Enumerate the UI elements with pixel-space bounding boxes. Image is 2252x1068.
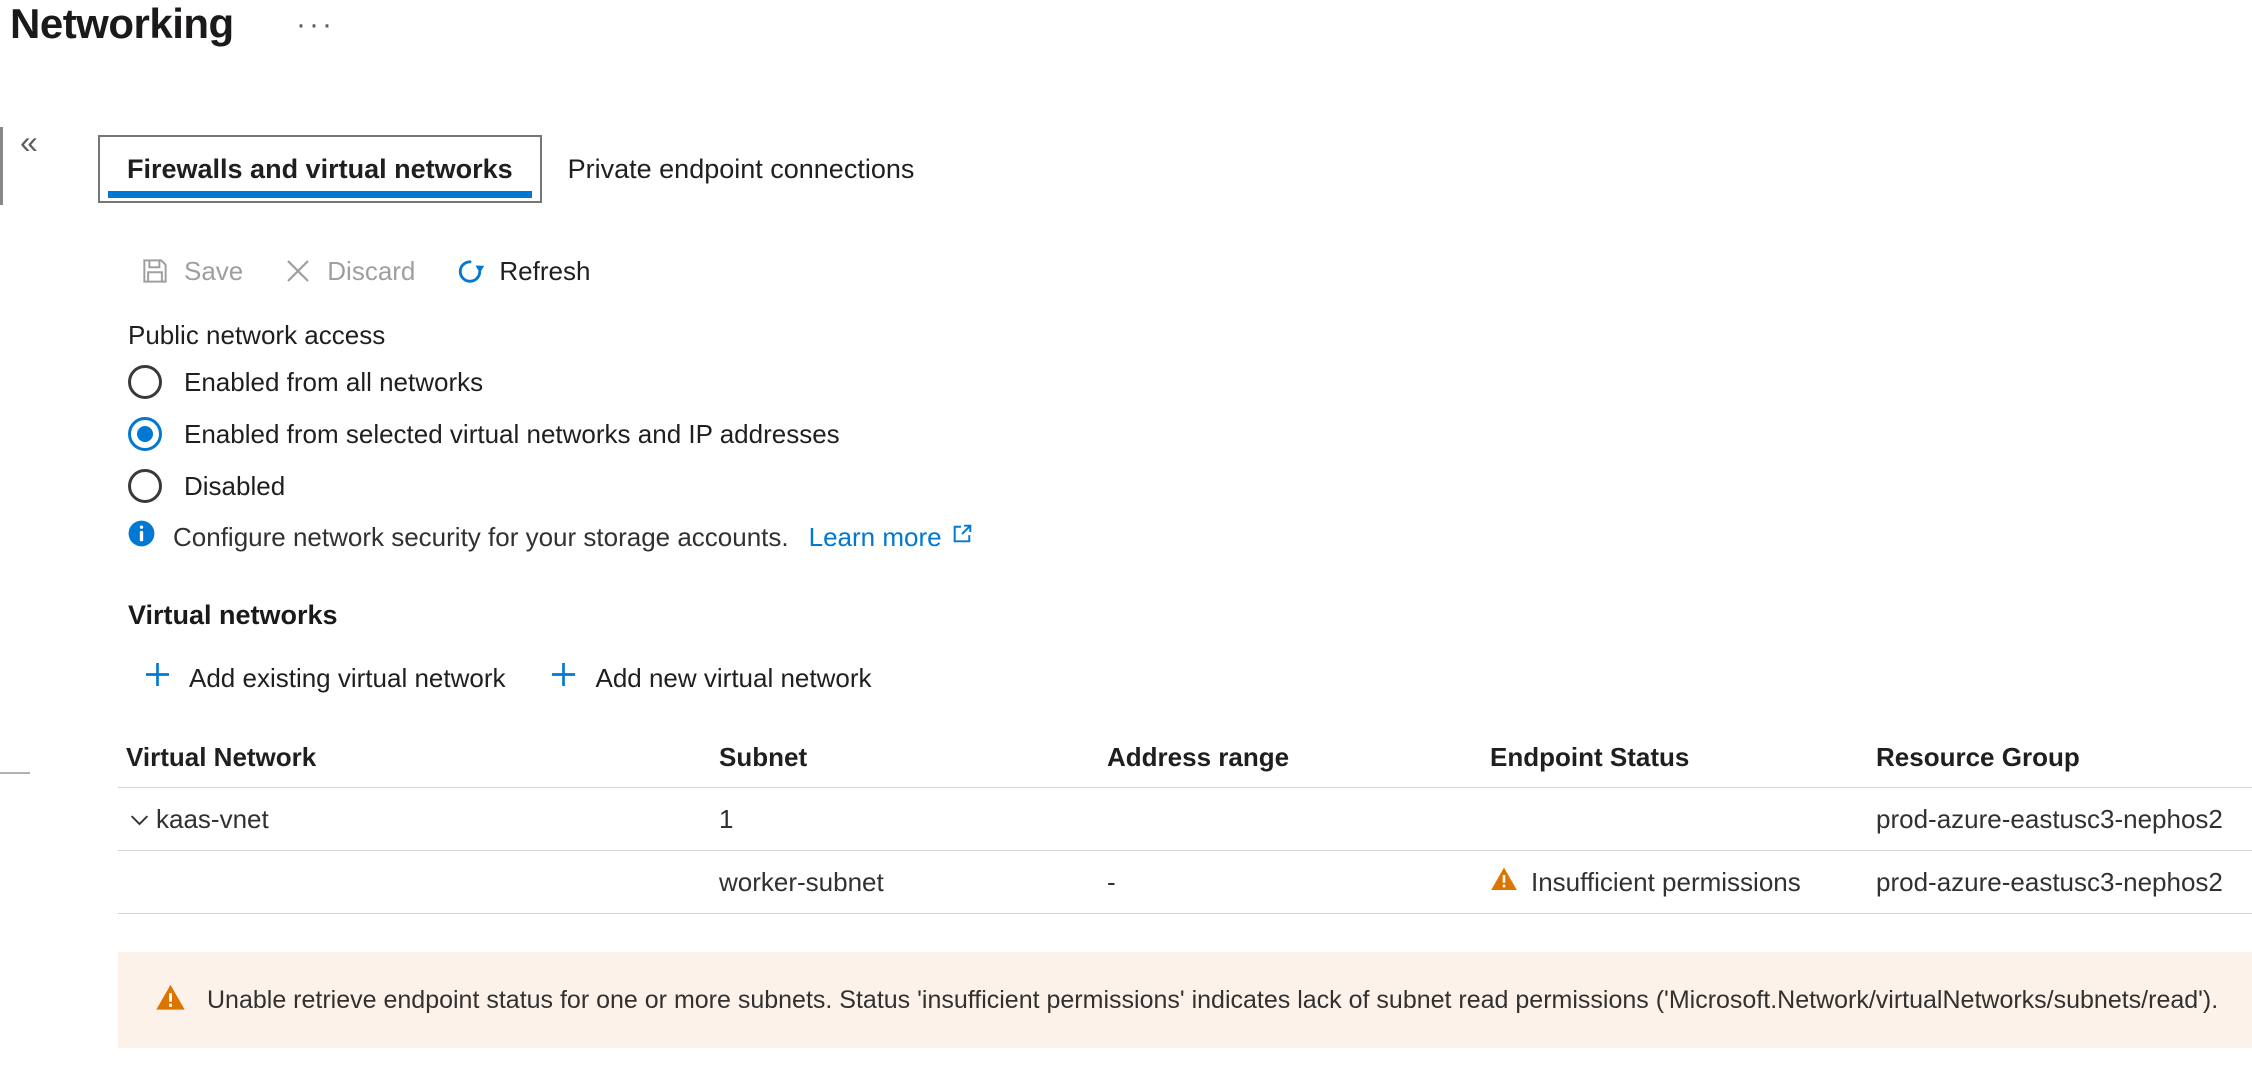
add-new-virtual-network-button[interactable]: Add new virtual network: [549, 660, 871, 696]
warning-banner-text: Unable retrieve endpoint status for one or more subnets. Status 'insufficient permissions' indicates lack of subnet read permissions ('Microsoft.Network/virtualNetworks/subnets/read').: [207, 985, 2219, 1014]
address-range: -: [1107, 866, 1116, 897]
endpoint-status: Insufficient permissions: [1490, 865, 1876, 900]
save-icon: [140, 256, 170, 286]
radio-circle[interactable]: [128, 365, 162, 399]
table-header-row: [118, 727, 2252, 788]
radio-circle-selected[interactable]: [128, 417, 162, 451]
info-text: Configure network security for your storage accounts.: [173, 521, 789, 552]
virtual-networks-table: [118, 727, 2252, 914]
save-button[interactable]: [140, 256, 243, 287]
table-row-worker-subnet[interactable]: [118, 851, 2252, 914]
command-bar: [140, 248, 590, 294]
discard-button[interactable]: [283, 256, 415, 287]
column-header-resource-group: Resource Group: [1876, 741, 2080, 772]
page-title: Networking: [10, 0, 234, 47]
info-icon: [126, 518, 157, 556]
warning-icon: [155, 982, 186, 1018]
warning-banner: [118, 952, 2252, 1048]
chevron-down-icon[interactable]: [126, 806, 153, 833]
subnet-count: 1: [719, 803, 734, 834]
radio-circle[interactable]: [128, 469, 162, 503]
save-label: Save: [184, 255, 244, 286]
column-header-address-range: Address range: [1107, 741, 1290, 772]
learn-more-link[interactable]: Learn more: [809, 521, 975, 553]
more-options-button[interactable]: ···: [296, 8, 335, 41]
radio-enabled-selected-networks[interactable]: Enabled from selected virtual networks and IP addresses: [128, 408, 840, 460]
warning-icon: [1490, 865, 1518, 900]
column-header-subnet: Subnet: [719, 741, 808, 772]
resource-group: prod-azure-eastusc3-nephos2: [1876, 803, 2223, 834]
external-link-icon: [950, 521, 975, 553]
tab-bar: [98, 135, 924, 203]
public-network-access-radio-group: [128, 356, 840, 512]
tab-active-underline: [108, 191, 532, 198]
collapse-menu-icon[interactable]: «: [20, 124, 38, 160]
virtual-network-name: kaas-vnet: [156, 803, 269, 834]
virtual-networks-heading: Virtual networks: [128, 600, 338, 630]
dismiss-icon: [283, 256, 313, 286]
tab-label: Firewalls and virtual networks: [127, 153, 513, 184]
refresh-label: Refresh: [499, 255, 591, 286]
add-existing-virtual-network-button[interactable]: Add existing virtual network: [143, 660, 505, 696]
tab-label: Private endpoint connections: [567, 153, 915, 184]
column-header-endpoint-status: Endpoint Status: [1490, 741, 1690, 772]
column-header-virtual-network: Virtual Network: [126, 741, 317, 772]
left-panel-divider: [0, 127, 3, 205]
radio-disabled[interactable]: Disabled: [128, 460, 840, 512]
refresh-button[interactable]: [455, 256, 590, 287]
plus-icon: [143, 660, 172, 696]
left-panel-divider-dash: [0, 772, 30, 774]
tab-private-endpoint-connections[interactable]: [558, 135, 925, 203]
discard-label: Discard: [327, 255, 416, 286]
public-network-access-label: Public network access: [128, 320, 386, 350]
table-row-kaas-vnet[interactable]: [118, 788, 2252, 851]
refresh-icon: [455, 256, 485, 286]
radio-enabled-all-networks[interactable]: Enabled from all networks: [128, 356, 840, 408]
virtual-network-actions: [143, 660, 872, 696]
resource-group: prod-azure-eastusc3-nephos2: [1876, 866, 2223, 897]
plus-icon: [549, 660, 578, 696]
tab-firewalls-and-virtual-networks[interactable]: [98, 135, 542, 203]
subnet-name: worker-subnet: [719, 866, 884, 897]
info-message: [126, 518, 975, 556]
